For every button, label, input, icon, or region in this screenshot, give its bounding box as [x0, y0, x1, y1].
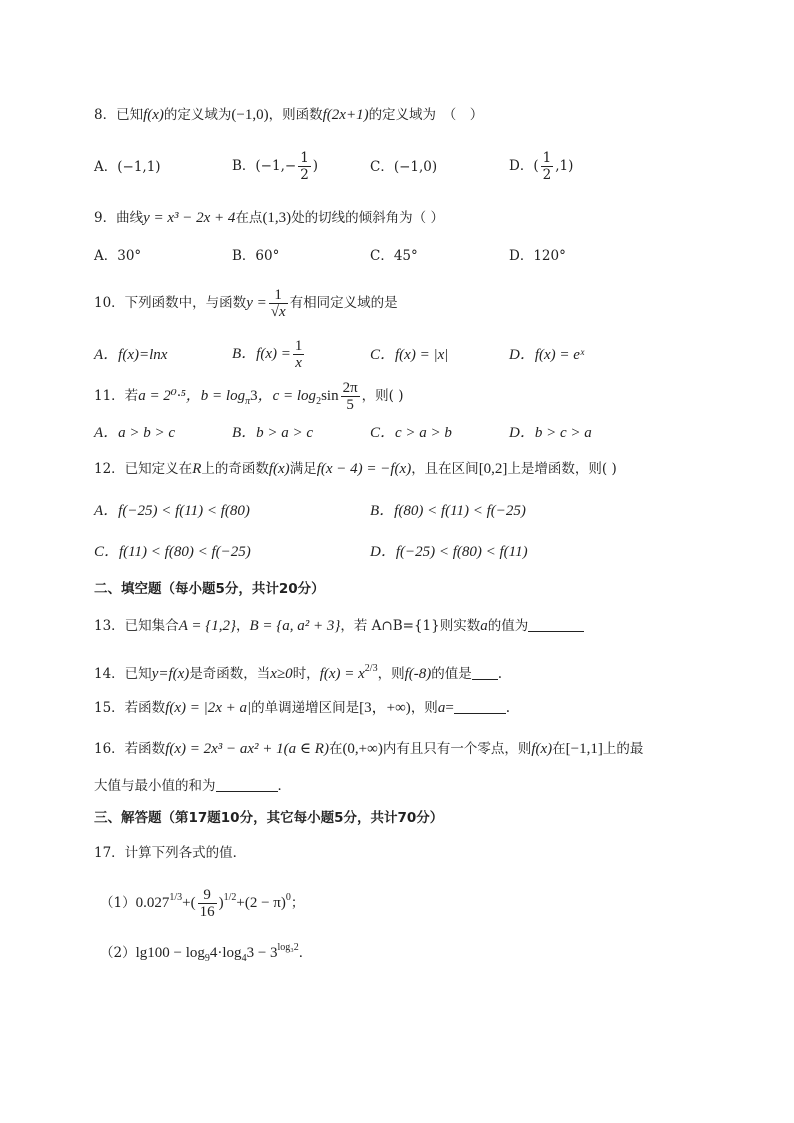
q11-option-b-text: B．b > a > c [232, 425, 314, 441]
q16-fdef: f(x) = 2x³ − ax² + 1(a ∈ R) [165, 741, 329, 757]
q10-option-d[interactable] [509, 345, 584, 365]
q10-fraction [269, 287, 288, 320]
q12-option-b[interactable] [370, 501, 526, 521]
q9-curve: y = x³ − 2x + 4 [143, 210, 236, 226]
q17-part1-exp2: 1/2 [223, 892, 237, 903]
q8-option-b[interactable] [232, 149, 318, 183]
q14-stem [94, 659, 502, 684]
q12-option-b-text: B．f(80) < f(11) < f(−25) [370, 503, 526, 519]
q12-fx: f(x) [268, 461, 290, 477]
q13-stem [94, 616, 584, 636]
q15-text-c: ，则 [410, 700, 438, 716]
q9-option-d[interactable] [509, 246, 566, 266]
q11-text-a: 11．若 [94, 388, 139, 404]
q9-text-c: 处的切线的倾斜角为（ ） [291, 210, 444, 226]
q11-c-sub: 2 [316, 396, 322, 407]
q17-part2-expr3: 3 − 3 [246, 945, 278, 961]
q13-var: a [480, 618, 488, 634]
q11-option-c[interactable] [370, 423, 452, 443]
q17-part1-fraction [198, 887, 217, 920]
section-solution-heading: 三、解答题（第17题10分，其它每小题5分，共计70分） [94, 810, 444, 826]
q9-point: (1,3) [262, 210, 292, 226]
q11-frac-num: 2π [342, 380, 358, 396]
q8-option-b-post: ) [312, 158, 319, 174]
q8-text-d: 的定义域为 （ ） [368, 107, 484, 123]
q15-eq: = [445, 700, 454, 716]
q12-option-d-text: D．f(−25) < f(80) < f(11) [370, 544, 528, 560]
q17-stem: 17．计算下列各式的值． [94, 845, 247, 861]
q11-b-def: ，b = log [185, 388, 246, 404]
q10-option-b-den: x [295, 355, 302, 371]
q8-fexpr: f(2x+1) [322, 107, 369, 123]
q13-text-c: 的值为 [487, 618, 529, 634]
q10-option-b-fraction [293, 338, 305, 371]
q17-part1-end: ； [290, 895, 305, 911]
q8-option-d-den: 2 [542, 167, 552, 183]
q16-text-b: 在 [328, 741, 343, 757]
q12-stem [94, 459, 617, 479]
q8-option-d-num: 1 [542, 150, 552, 166]
q10-stem [94, 285, 398, 321]
q11-frac-den: 5 [346, 397, 354, 413]
q16-text-a: 16．若函数 [94, 741, 166, 757]
q8-option-b-pre: B．(−1,− [232, 158, 297, 174]
q14-text-b: 是奇函数，当 [189, 666, 271, 682]
q11-c-tail: sin [321, 388, 339, 404]
q16-stem-line1 [94, 739, 643, 759]
q10-text-b: 有相同定义域的是 [289, 295, 398, 311]
q11-option-c-text: C．c > a > b [370, 425, 452, 441]
q17-part2-expr2: 4·log [209, 945, 242, 961]
q17-part2-end: ． [298, 945, 313, 961]
q10-frac-den: √x [270, 304, 286, 320]
q15-text-b: 的单调递增区间是 [251, 700, 360, 716]
q13-sep: ， [235, 618, 250, 634]
q9-stem [94, 208, 444, 228]
q8-option-b-fraction [298, 150, 311, 183]
q14-cond: x≥0 [270, 666, 293, 682]
q16-text-f: 大值与最小值的和为 [94, 778, 216, 794]
q8-stem [94, 105, 483, 125]
q16-interval: (0,+∞) [342, 741, 383, 757]
q10-option-d-text: D．f(x) = eˣ [509, 347, 585, 363]
q8-domain: (−1,0) [231, 107, 269, 123]
q10-frac-num: 1 [269, 287, 288, 304]
q14-exp: 2/3 [364, 663, 378, 674]
q17-part2-sub1: 9 [204, 953, 210, 964]
q9-text-b: 在点 [235, 210, 263, 226]
q17-part1-term3: +(2 − π) [236, 895, 286, 911]
q12-option-c-text: C．f(11) < f(80) < f(−25) [94, 544, 251, 560]
q12-interval: [0,2] [478, 461, 508, 477]
q10-y-eq: y = [246, 295, 267, 311]
q8-fx: f(x) [143, 107, 164, 123]
q12-text-a: 12．已知定义在 [94, 461, 193, 477]
q10-option-a-text: A．f(x)=lnx [94, 347, 168, 363]
q17-part2-exp: log₃2 [277, 942, 299, 953]
q12-text-b: 上的奇函数 [201, 461, 269, 477]
q17-part1-num: 9 [198, 887, 217, 904]
q13-answer-blank[interactable] [528, 617, 584, 632]
q8-text-c: ，则函数 [268, 107, 323, 123]
q10-option-b-pre: B．f(x) = [232, 346, 291, 362]
q11-fraction [341, 380, 360, 413]
q10-option-c[interactable] [370, 345, 448, 365]
q11-option-b[interactable] [232, 423, 313, 443]
q8-option-d-pre: D．( [509, 158, 539, 174]
q8-option-a-text: A．(−1,1) [94, 159, 161, 175]
q15-end: . [505, 700, 511, 716]
q15-var: a [437, 700, 446, 716]
q13-text-b: ，若 A∩B={1}则实数 [340, 618, 481, 634]
q17-part1-plus-open: +( [182, 895, 196, 911]
q12-cond: f(x − 4) = −f(x) [316, 461, 412, 477]
q9-option-b-text: B．60° [232, 248, 280, 264]
q15-fdef: f(x) = |2x + a| [165, 700, 252, 716]
q8-option-d-fraction [541, 150, 554, 183]
q10-option-b-num: 1 [294, 338, 303, 354]
q16-stem-line2 [94, 776, 291, 796]
q9-option-d-text: D．120° [509, 248, 566, 264]
q12-option-a[interactable] [94, 501, 250, 521]
q11-b-sub: π [245, 396, 251, 407]
q11-option-d-text: D．b > c > a [509, 425, 592, 441]
q16-interval2: [−1,1] [565, 741, 603, 757]
q12-option-d[interactable] [370, 542, 528, 562]
q17-part1-base: 0.027 [135, 895, 170, 911]
q10-option-a[interactable] [94, 345, 167, 365]
q11-b-tail: 3 [250, 388, 258, 404]
q17-part1-den: 16 [199, 904, 215, 920]
q16-text-c: 内有且只有一个零点，则 [382, 741, 532, 757]
q11-option-a[interactable] [94, 423, 175, 443]
q8-option-c[interactable] [370, 157, 437, 177]
q9-option-a-text: A．30° [94, 248, 142, 264]
q12-option-c[interactable] [94, 542, 251, 562]
q15-interval: [3，+∞) [359, 700, 411, 716]
q8-option-d[interactable] [509, 149, 573, 183]
q12-text-e: 上是增函数，则( ) [507, 461, 617, 477]
section-fill-in-heading: 二、填空题（每小题5分，共计20分） [94, 581, 325, 597]
q11-text-b: ，则( ) [361, 388, 404, 404]
q14-text-c: 时， [292, 666, 320, 682]
q16-answer-blank[interactable] [216, 777, 278, 792]
q8-option-a[interactable] [94, 157, 161, 177]
q14-text-a: 14．已知 [94, 666, 152, 682]
q8-option-b-num: 1 [300, 150, 309, 166]
q11-option-a-text: A．a > b > c [94, 425, 176, 441]
q14-fdef: f(x) = x [319, 666, 365, 682]
q10-option-b[interactable] [232, 337, 306, 371]
q10-text-a: 10．下列函数中，与函数 [94, 295, 247, 311]
q14-end: . [497, 666, 503, 682]
q16-end: ． [277, 778, 291, 794]
q17-part2-label: （2） [100, 945, 136, 961]
q16-text-e: 上的最 [602, 741, 644, 757]
q14-answer-blank[interactable] [472, 665, 498, 680]
q17-part1-close: ) [218, 895, 224, 911]
q11-a-def: a = 2⁰·⁵ [138, 388, 186, 404]
q8-option-b-den: 2 [300, 167, 309, 183]
q17-part1-exp1: 1/3 [169, 892, 183, 903]
q12-text-c: 满足 [289, 461, 317, 477]
q8-option-c-text: C．(−1,0) [370, 159, 438, 175]
q14-text-e: 的值是 [431, 666, 472, 682]
q12-option-a-text: A．f(−25) < f(11) < f(80) [94, 503, 250, 519]
q9-text-a: 9．曲线 [94, 210, 144, 226]
q13-set-a: A = {1,2} [178, 618, 236, 634]
q16-text-d: 在 [552, 741, 566, 757]
q17-part1-exp3: 0 [285, 892, 291, 903]
q13-set-b: B = {a, a² + 3} [249, 618, 341, 634]
q9-option-c[interactable] [370, 246, 418, 266]
q12-set: R [192, 461, 202, 477]
q9-option-a[interactable] [94, 246, 141, 266]
q17-part1 [100, 878, 304, 923]
q17-part1-label: （1） [100, 895, 136, 911]
q8-text-b: 的定义域为 [163, 107, 232, 123]
q17-part2-sub2: 4 [241, 953, 247, 964]
q10-option-c-text: C．f(x) = |x| [370, 347, 449, 363]
q9-option-c-text: C．45° [370, 248, 418, 264]
q17-part2 [100, 938, 312, 969]
q12-text-d: ，且在区间 [411, 461, 479, 477]
q16-fx: f(x) [531, 741, 553, 757]
q11-option-d[interactable] [509, 423, 592, 443]
q14-eq: y=f(x) [151, 666, 190, 682]
q17-part2-expr1: lg100 − log [135, 945, 205, 961]
q15-text-a: 15．若函数 [94, 700, 166, 716]
q13-text-a: 13．已知集合 [94, 618, 179, 634]
q15-answer-blank[interactable] [454, 699, 506, 714]
q8-text-a: 8．已知 [94, 107, 144, 123]
q9-option-b[interactable] [232, 246, 279, 266]
q14-ask: f(-8) [404, 666, 432, 682]
q8-option-d-post: ,1) [555, 158, 574, 174]
q15-stem [94, 698, 510, 718]
q11-c-def: ，c = log [257, 388, 317, 404]
q11-stem [94, 378, 403, 420]
q14-text-d: ，则 [377, 666, 405, 682]
